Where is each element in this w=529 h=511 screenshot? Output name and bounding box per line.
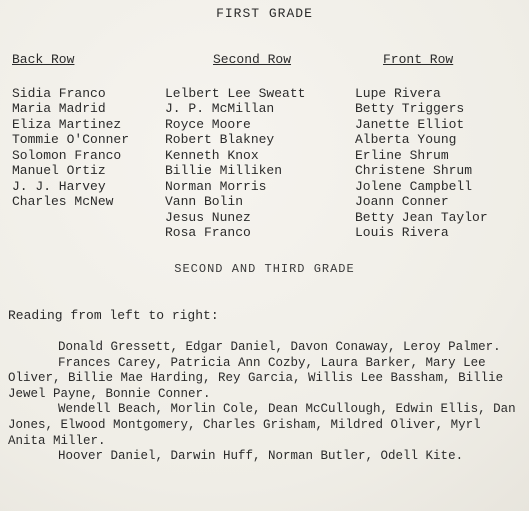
back-row-name: Tommie O'Conner [12,132,130,147]
back-row-name: Manuel Ortiz [12,163,106,178]
front-row-name: Joann Conner [355,194,449,209]
section-subtitle: SECOND AND THIRD GRADE [174,262,355,276]
second-row-column [165,52,305,241]
front-row-name: Betty Triggers [355,101,465,116]
front-row-name: Lupe Rivera [355,85,441,101]
back-row-name: Eliza Martinez [12,116,122,132]
second-row-name: J. P. McMillan [165,101,275,116]
second-row-name: Vann Bolin [165,194,244,209]
second-row-header: Second Row [213,52,292,67]
name-paragraph: Hoover Daniel, Darwin Huff, Norman Butler, Odell Kite. [58,449,464,464]
second-row-name: Royce Moore [165,116,251,132]
front-row-name: Alberta Young [355,132,457,147]
back-row-name: Sidia Franco [12,85,106,101]
front-row-name: Louis Rivera [355,225,449,240]
name-paragraphs [8,340,523,465]
second-row-name: Robert Blakney [165,132,275,147]
second-row-name: Jesus Nunez [165,209,251,225]
second-row-name: Kenneth Knox [165,147,259,163]
second-row-name: Rosa Franco [165,225,251,240]
back-row-name: Maria Madrid [12,101,106,116]
front-row-header: Front Row [383,52,454,67]
front-row-name: Janette Elliot [355,116,465,132]
second-row-name: Norman Morris [165,178,267,194]
back-row-name: J. J. Harvey [12,178,106,194]
name-paragraph: Donald Gressett, Edgar Daniel, Davon Conaway, Leroy Palmer. [58,340,501,354]
front-row-name: Erline Shrum [355,147,449,163]
front-row-name: Jolene Campbell [355,178,473,194]
name-paragraph: Frances Carey, Patricia Ann Cozby, Laura Barker, Mary Lee Oliver, Billie Mae Harding, Rey Garcia, Willis Lee Bassham, Billie Jewel Payne, Bonnie Conner. [8,355,504,401]
back-row-column [12,52,129,210]
second-row-name: Lelbert Lee Sweatt [165,85,306,101]
front-row-column [355,52,488,241]
front-row-name: Christene Shrum [355,163,473,178]
second-row-name: Billie Milliken [165,163,283,178]
back-row-header: Back Row [12,52,75,67]
front-row-name: Betty Jean Taylor [355,209,488,225]
back-row-name: Solomon Franco [12,147,122,163]
back-row-name: Charles McNew [12,194,114,209]
page-title: FIRST GRADE [216,6,313,21]
reading-label: Reading from left to right: [8,308,219,323]
name-paragraph: Wendell Beach, Morlin Cole, Dean McCullough, Edwin Ellis, Dan Jones, Elwood Montgomery, Charles Grisham, Mildred Oliver, Myrl Anita Miller. [8,402,516,448]
